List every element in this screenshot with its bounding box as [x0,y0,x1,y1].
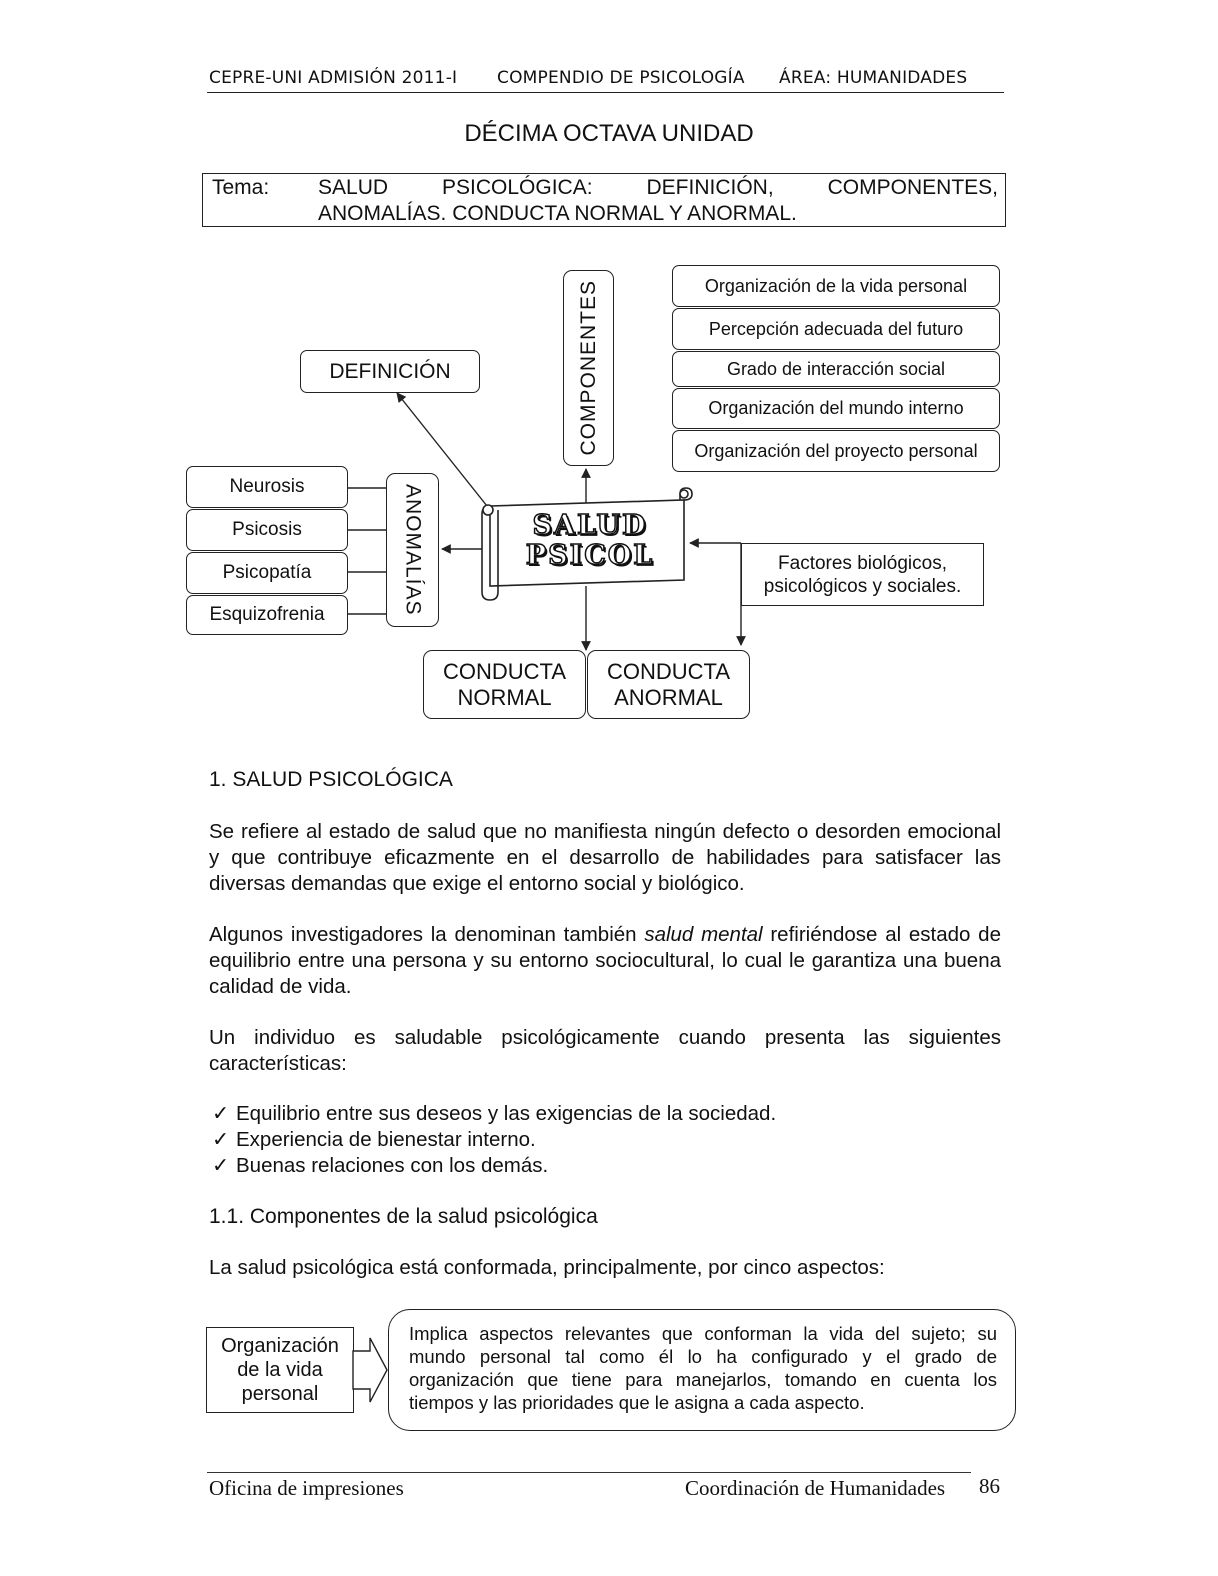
unit-title: DÉCIMA OCTAVA UNIDAD [464,120,754,147]
anomaly-item: Psicopatía [186,552,348,594]
component-item: Percepción adecuada del futuro [672,308,1000,350]
definition-box [300,350,480,393]
topic-line-1: SALUD PSICOLÓGICA: DEFINICIÓN, COMPONENTES, [318,176,998,199]
check-icon: ✓ [212,1128,230,1151]
anomalies-box [386,473,439,627]
anomalies-label: ANOMALÍAS [401,484,425,616]
component-description: Implica aspectos relevantes que conforman la vida del sujeto; su mundo personal tal como él lo ha configurado y el grado de organización que tiene para manejarlos, tomando en cuenta los tiempos y las prioridades que le asigna a cada aspecto. [409,1323,997,1413]
emphasis-salud-mental: salud mental [644,923,763,946]
check-icon: ✓ [212,1102,230,1125]
header-right: ÁREA: HUMANIDADES [779,68,968,88]
section-title: 1. SALUD PSICOLÓGICA [209,768,453,791]
component-name-box: Organización de la vida personal [206,1327,354,1413]
page-number: 86 [979,1474,1000,1498]
component-item: Organización del proyecto personal [672,430,1000,472]
factors-line-2: psicológicos y sociales. [763,575,962,597]
factors-box [741,543,984,606]
topic-label: Tema: [212,176,270,199]
paragraph-1: Se refiere al estado de salud que no manifiesta ningún defecto o desorden emocional y que contribuye eficazmente en el desarrollo de habilidades para satisfacer las diversas demandas que exige el entorno social y biológico. [209,820,1001,895]
footer-left: Oficina de impresiones [209,1476,404,1500]
topic-line-2: ANOMALÍAS. CONDUCTA NORMAL Y ANORMAL. [318,202,797,225]
check-item: ✓ Equilibrio entre sus deseos y las exigencias de la sociedad. [212,1102,777,1125]
paragraph-3: Un individuo es saludable psicológicamente cuando presenta las siguientes características: [209,1026,1001,1075]
check-item: ✓ Buenas relaciones con los demás. [212,1154,549,1177]
anomaly-item: Psicosis [186,509,348,551]
header-left: CEPRE-UNI ADMISIÓN 2011-I [209,68,458,88]
normal-conduct-box [423,650,586,719]
subsection-title: 1.1. Componentes de la salud psicológica [209,1205,598,1228]
anomaly-item: Neurosis [186,466,348,508]
component-item: Grado de interacción social [672,351,1000,387]
center-concept [500,511,680,571]
abnormal-line-2: ANORMAL [614,684,723,710]
block-arrow-icon [352,1337,388,1403]
component-item: Organización del mundo interno [672,388,1000,429]
abnormal-conduct-box [587,650,750,719]
header-center: COMPENDIO DE PSICOLOGÍA [497,68,745,88]
component-item: Organización de la vida personal [672,265,1000,307]
subsection-intro: La salud psicológica está conformada, principalmente, por cinco aspectos: [209,1256,885,1279]
normal-line-1: CONDUCTA [442,658,567,684]
components-label: COMPONENTES [576,280,600,456]
paragraph-2: Algunos investigadores la denominan también salud mental refiriéndose al estado de equilibrio entre una persona y su entorno sociocultural, lo cual le garantiza una buena calidad de vida. [209,923,1001,998]
abnormal-line-1: CONDUCTA [606,658,731,684]
footer-right: Coordinación de Humanidades [685,1476,946,1500]
components-box [563,270,614,466]
check-icon: ✓ [212,1154,230,1177]
anomaly-item: Esquizofrenia [186,595,348,635]
center-line-2: PSICOL [525,540,655,571]
footer-rule [207,1472,971,1473]
component-description-box [388,1309,1016,1431]
definition-label: DEFINICIÓN [329,359,451,383]
factors-line-1: Factores biológicos, [778,552,947,574]
normal-line-2: NORMAL [457,684,552,710]
center-line-1: SALUD [532,510,648,541]
check-item: ✓ Experiencia de bienestar interno. [212,1128,536,1151]
